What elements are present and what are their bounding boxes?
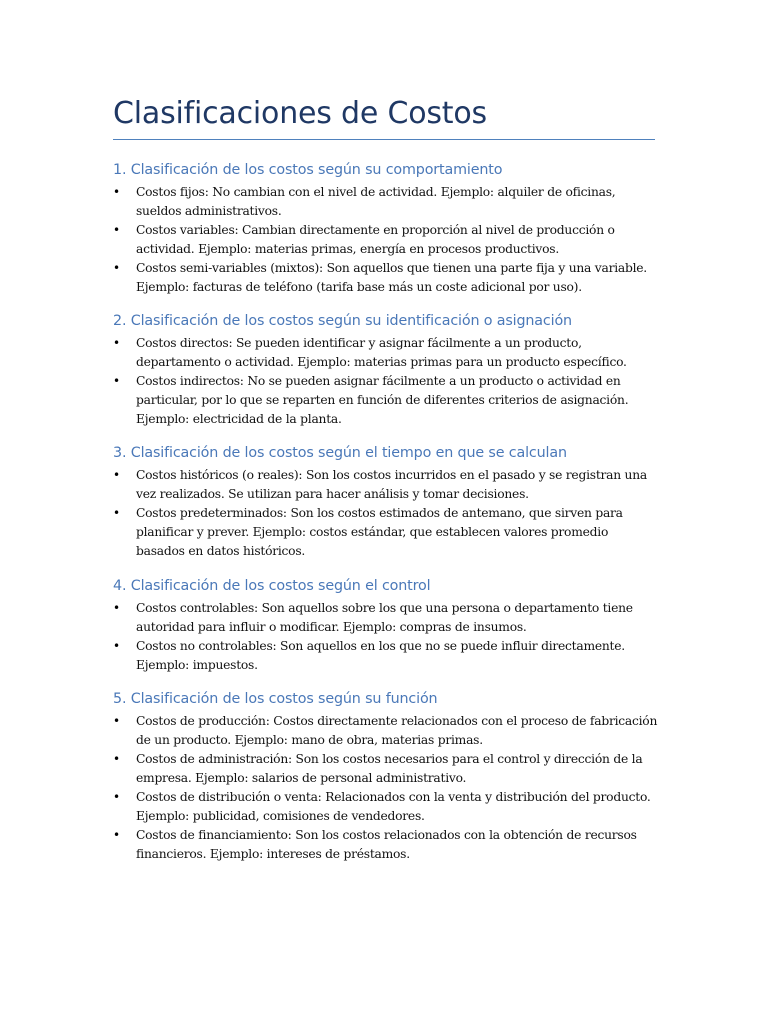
bullet-icon: • <box>113 752 120 766</box>
bullet-icon: • <box>113 261 120 275</box>
list-item <box>113 826 658 864</box>
list-item <box>113 221 658 259</box>
list-item-text: Costos directos: Se pueden identificar y asignar fácilmente a un producto, departamento o actividad. Ejemplo: materias primas para un producto específico. <box>136 336 627 369</box>
list-item <box>113 712 658 750</box>
bullet-icon: • <box>113 336 120 350</box>
section-control <box>113 576 658 675</box>
list-item-text: Costos de financiamiento: Son los costos relacionados con la obtención de recursos financieros. Ejemplo: intereses de préstamos. <box>136 828 637 861</box>
bullet-list <box>113 183 658 297</box>
section-heading: 2. Clasificación de los costos según su identificación o asignación <box>113 313 572 329</box>
bullet-icon: • <box>113 374 120 388</box>
section-heading: 1. Clasificación de los costos según su comportamiento <box>113 162 503 178</box>
list-item <box>113 334 658 372</box>
section-heading: 4. Clasificación de los costos según el control <box>113 578 431 594</box>
list-item <box>113 599 658 637</box>
bullet-icon: • <box>113 223 120 237</box>
list-item <box>113 788 658 826</box>
list-item <box>113 372 658 429</box>
list-item-text: Costos variables: Cambian directamente en proporción al nivel de producción o actividad. Ejemplo: materias primas, energía en procesos productivos. <box>136 223 615 256</box>
bullet-icon: • <box>113 790 120 804</box>
list-item <box>113 637 658 675</box>
bullet-icon: • <box>113 601 120 615</box>
document-title: Clasificaciones de Costos <box>113 96 487 131</box>
section-funcion <box>113 689 658 864</box>
title-underline-rule <box>113 139 655 140</box>
section-comportamiento <box>113 160 658 297</box>
list-item-text: Costos de producción: Costos directamente relacionados con el proceso de fabricación de un producto. Ejemplo: mano de obra, materias primas. <box>136 714 658 747</box>
list-item-text: Costos indirectos: No se pueden asignar fácilmente a un producto o actividad en particular, por lo que se reparten en función de diferentes criterios de asignación. Ejemplo: electricidad de la planta. <box>136 374 629 426</box>
list-item-text: Costos semi-variables (mixtos): Son aquellos que tienen una parte fija y una variable. Ejemplo: facturas de teléfono (tarifa base más un coste adicional por uso). <box>136 261 647 294</box>
list-item-text: Costos no controlables: Son aquellos en los que no se puede influir directamente. Ejemplo: impuestos. <box>136 639 625 672</box>
bullet-icon: • <box>113 185 120 199</box>
bullet-list <box>113 712 658 864</box>
section-heading: 3. Clasificación de los costos según el tiempo en que se calculan <box>113 445 567 461</box>
bullet-list <box>113 334 658 429</box>
list-item-text: Costos predeterminados: Son los costos estimados de antemano, que sirven para planificar y prever. Ejemplo: costos estándar, que establecen valores promedio basados en datos históricos. <box>136 506 623 558</box>
bullet-icon: • <box>113 639 120 653</box>
section-tiempo <box>113 443 658 561</box>
list-item <box>113 466 658 504</box>
list-item-text: Costos de administración: Son los costos necesarios para el control y dirección de la empresa. Ejemplo: salarios de personal administrativo. <box>136 752 643 785</box>
bullet-list <box>113 466 658 561</box>
section-identificacion <box>113 311 658 429</box>
list-item <box>113 259 658 297</box>
list-item-text: Costos fijos: No cambian con el nivel de actividad. Ejemplo: alquiler de oficinas, sueldos administrativos. <box>136 185 616 218</box>
bullet-icon: • <box>113 468 120 482</box>
bullet-icon: • <box>113 714 120 728</box>
section-heading: 5. Clasificación de los costos según su función <box>113 691 438 707</box>
bullet-icon: • <box>113 828 120 842</box>
list-item-text: Costos de distribución o venta: Relacionados con la venta y distribución del producto. Ejemplo: publicidad, comisiones de vendedores. <box>136 790 651 823</box>
bullet-icon: • <box>113 506 120 520</box>
list-item <box>113 750 658 788</box>
list-item-text: Costos históricos (o reales): Son los costos incurridos en el pasado y se registran una vez realizados. Se utilizan para hacer análisis y tomar decisiones. <box>136 468 647 501</box>
list-item <box>113 504 658 561</box>
list-item-text: Costos controlables: Son aquellos sobre los que una persona o departamento tiene autoridad para influir o modificar. Ejemplo: compras de insumos. <box>136 601 633 634</box>
list-item <box>113 183 658 221</box>
bullet-list <box>113 599 658 675</box>
